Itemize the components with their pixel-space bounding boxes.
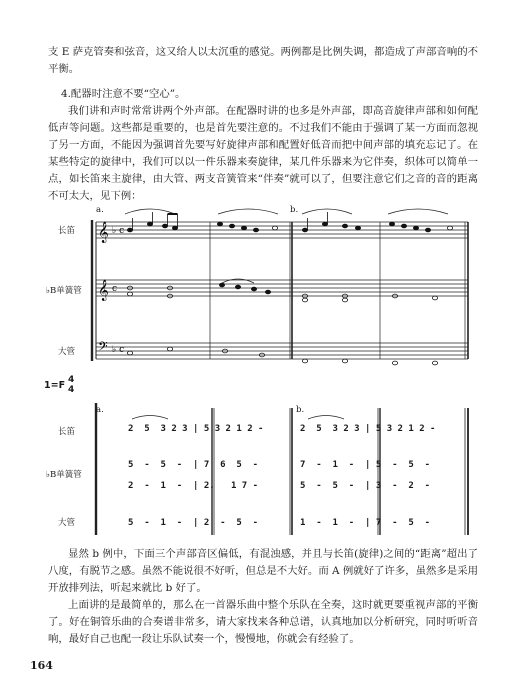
jianpu-label-bassoon: 大管: [58, 518, 76, 528]
jianpu-time-top: 4: [68, 375, 75, 385]
jianpu-flute-b: 2 5 3 2 3 | 5 3 2 1 2 -: [300, 424, 436, 434]
staff-label-clarinet: ♭B单簧管: [46, 286, 82, 296]
svg-text:♭ c: ♭ c: [112, 226, 125, 236]
jianpu-flute-a: 2 5 3 2 3 | 5 3 2 1 2 -: [128, 424, 264, 434]
jianpu-time-bottom: 4: [68, 385, 75, 395]
paragraph-analysis: 显然 b 例中，下面三个声部音区偏低，有混浊感，并且与长笛(旋律)之间的“距离”超出了八度，有脱节之感。虽然不能说很不好听，但总是不大好。而 A 例就好了许多，虽然多是采用开放排列法，听起来就比 b 好了。: [48, 548, 478, 594]
jianpu-clarinet2-a: 2 - 1 - | 2. 1 7 -: [128, 481, 264, 491]
svg-text:𝄞: 𝄞: [98, 280, 109, 301]
svg-text:𝄞: 𝄞: [98, 222, 109, 243]
jianpu-bassoon-a: 5 - 1 - | 2 - 5 -: [128, 518, 264, 528]
svg-text:𝄢: 𝄢: [98, 339, 108, 357]
paragraph-intro: 支 E 萨克管奏和弦音，这又给人以太沉重的感觉。两例都是比例失调，都造成了声部音响的不平衡。: [48, 46, 478, 75]
jianpu-bassoon-b: 1 - 1 - | 7 - 5 -: [300, 518, 436, 528]
page-number: 164: [30, 659, 53, 672]
jianpu-clarinet1-a: 5 - 5 - | 7 6 5 -: [128, 460, 264, 470]
jianpu-key: 1=F: [44, 380, 66, 391]
jianpu-clarinet1-b: 7 - 1 - | 5 - 5 -: [300, 460, 436, 470]
jianpu-section-a-label: a.: [96, 405, 104, 415]
staff-label-flute: 长笛: [58, 226, 76, 236]
svg-text:c: c: [112, 284, 118, 294]
paragraph-outer-voices: 我们讲和声时常常讲两个外声部。在配器时讲的也多是外声部，即高音旋律声部和如何配低声等问题。这些都是重要的，也是首先要注意的。不过我们不能由于强调了某一方面而忽视了另一方面，不能因为强调首先要写好旋律声部和配置好低音而把中间声部的填充忘记了。在某些特定的旋律中，我们可以以一件乐器来奏旋律，某几件乐器来为它伴奏，织体可以简单一点，如长笛来主旋律，由大管、两支音簧管来“伴奏”就可以了，但要注意它们之音的音的距离不可太大，见下例：: [48, 105, 478, 202]
jianpu-section-b-label: b.: [296, 405, 305, 415]
staff-section-b-label: b.: [290, 205, 299, 215]
jianpu-clarinet2-b: 5 - 5 - | 3 - 2 -: [300, 481, 436, 491]
staff-label-bassoon: 大管: [58, 347, 76, 357]
staff-section-a-label: a.: [96, 205, 104, 215]
jianpu-label-flute: 长笛: [58, 427, 76, 437]
section-heading: 4.配器时注意不要“空心”。: [61, 88, 186, 100]
paragraph-conclusion: 上面讲的是最简单的，那么在一首器乐曲中整个乐队在全奏，这时就更要重视声部的平衡了。好在铜管乐曲的合奏谱非常多，请大家找来各种总谱，认真地加以分析研究，同时听听音响，最好自己也配一段让乐队试奏一个，慢慢地，你就会有经验了。: [48, 599, 478, 645]
svg-text:♭ c: ♭ c: [112, 345, 125, 355]
jianpu-label-clarinet: ♭B单簧管: [46, 470, 82, 480]
